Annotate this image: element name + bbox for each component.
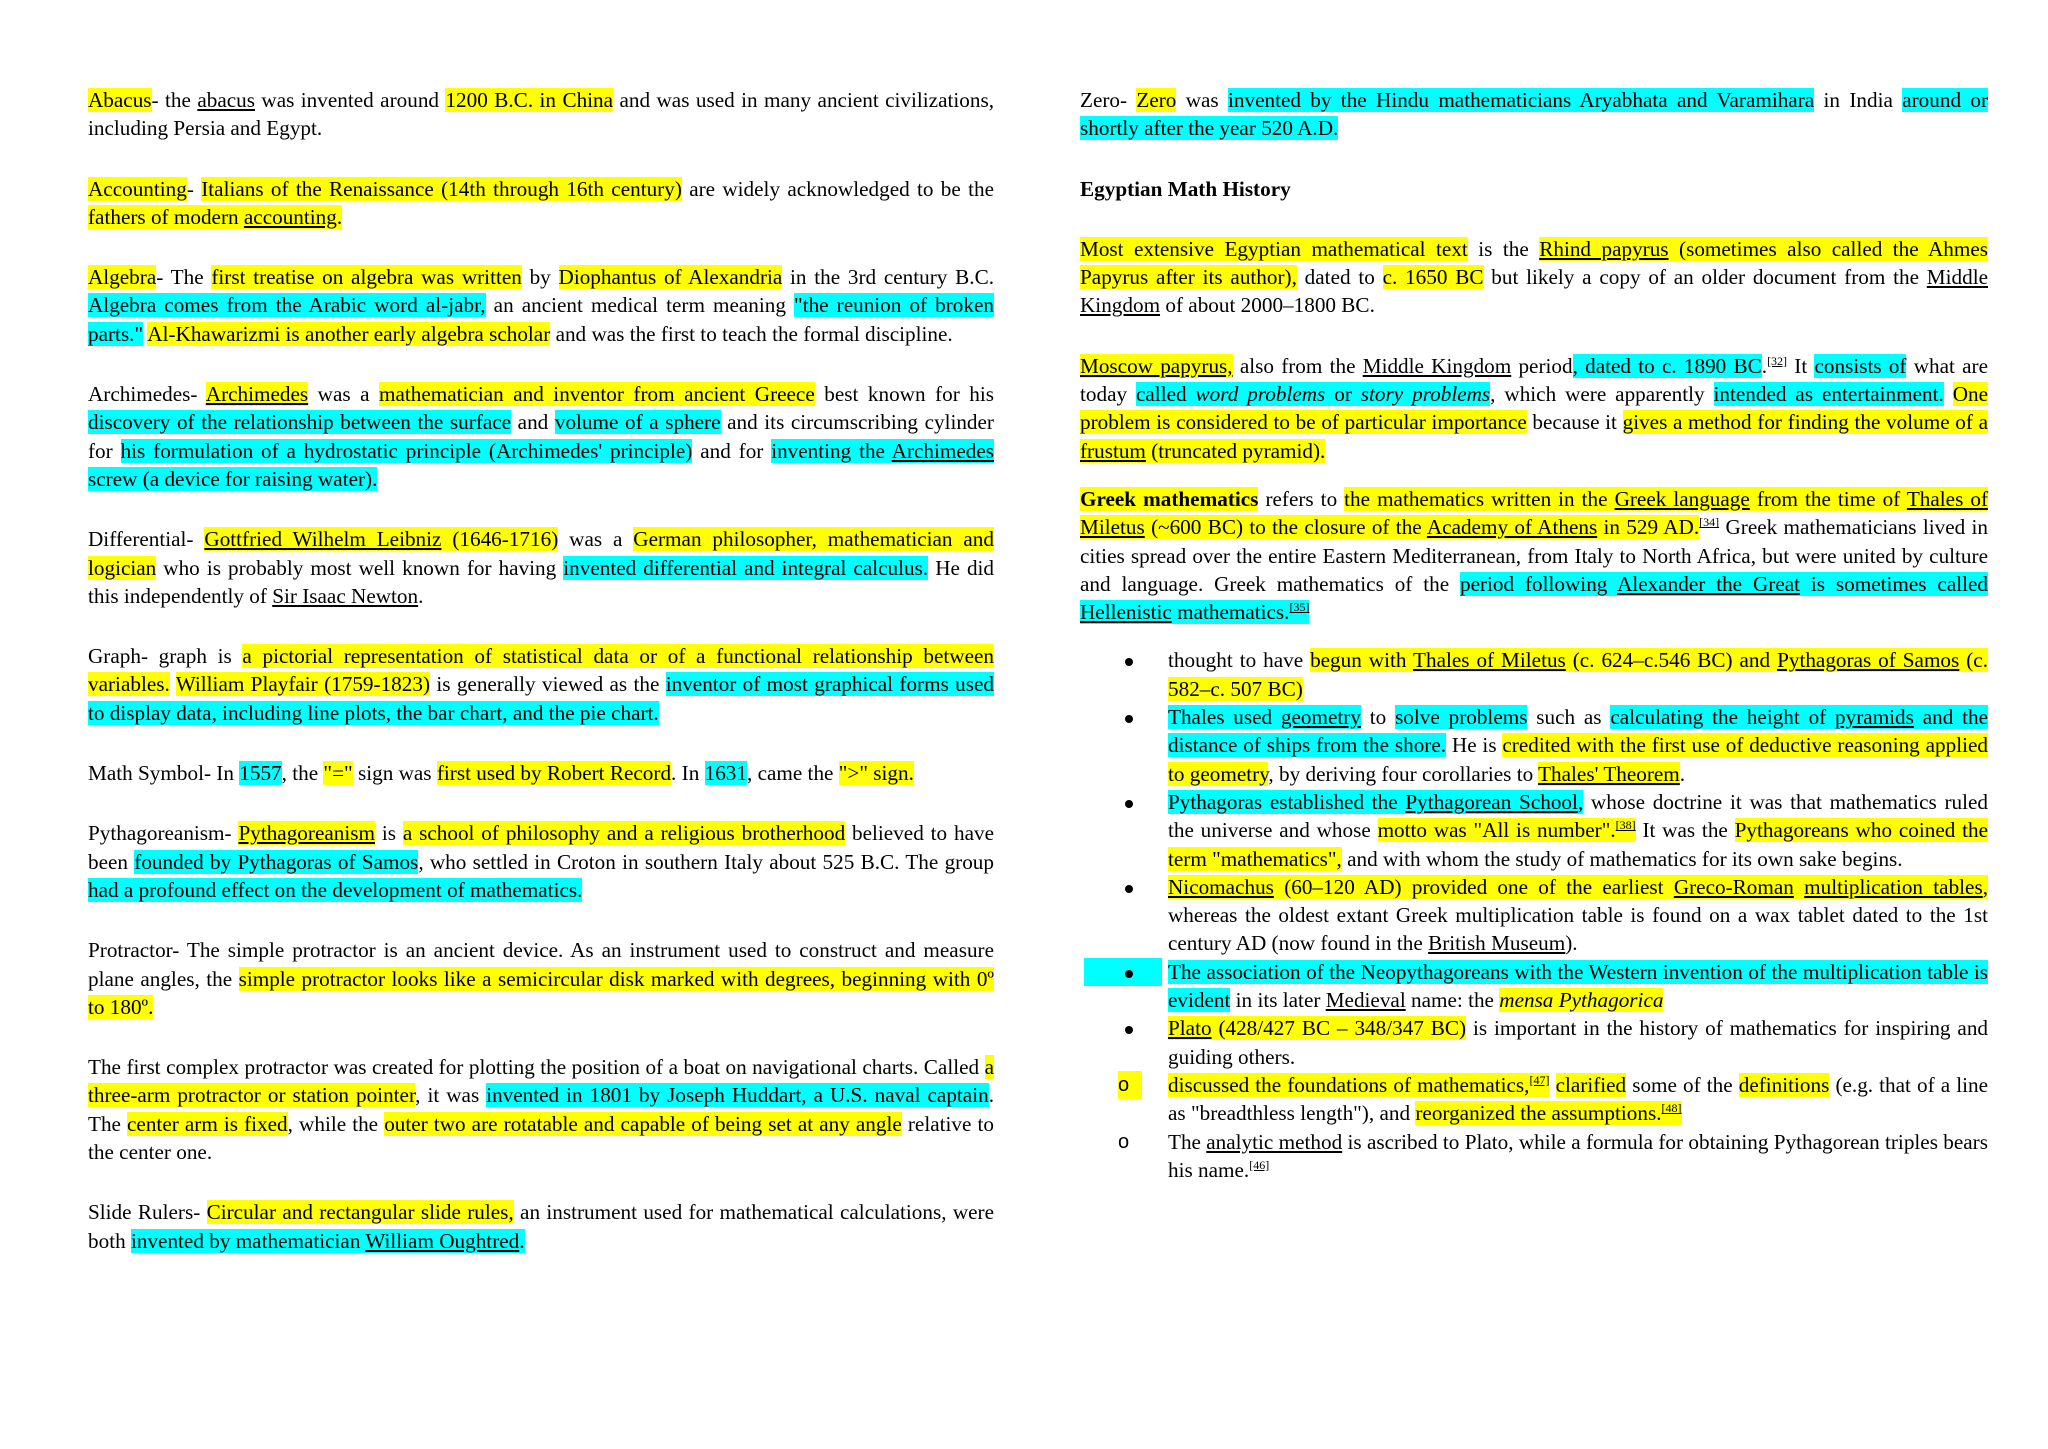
text: was a (558, 527, 634, 552)
highlight: consists of (1814, 353, 1907, 378)
text: period following (1459, 571, 1618, 596)
text: is the (1467, 236, 1540, 261)
term-graph: Graph- graph is (88, 644, 243, 669)
highlight: simple protractor looks like a semicircular disk marked with degrees, beginning with 0º to 180º. (88, 966, 994, 1019)
text: whereas the oldest extant Greek multiplication table is found on a wax tablet dated to the 1st century AD (now found in the (1168, 903, 1988, 956)
text: - the (151, 88, 198, 112)
highlight: Pythagoreans who coined the term "mathematics", (1168, 818, 1988, 871)
link-thales-theorem[interactable]: Thales' Theorem (1538, 761, 1680, 786)
text: , who settled in Croton in southern Italy about 525 B.C. The group (418, 849, 994, 874)
bullet-marker (1084, 873, 1162, 901)
paragraph-accounting (88, 175, 994, 232)
highlight: invented by the Hindu mathematicians Aryabhata and Varamihara (1228, 88, 1815, 112)
highlight (1378, 818, 1636, 842)
highlight: invented in 1801 by Joseph Huddart, a U.S. naval captain (486, 1083, 989, 1108)
text: Protractor- The simple protractor is an ancient device. As an instrument used to construct and measure plane angles, the (88, 938, 994, 991)
text: Greek mathematicians lived in cities spread over the entire Eastern Mediterranean, from Italy to North Africa, but were united by culture and language. Greek mathematics of the (1080, 515, 1988, 596)
highlight: Italians of the Renaissance (14th through 16th century) (201, 176, 682, 201)
text: and for (692, 438, 772, 463)
text (170, 672, 176, 696)
paragraph-slide-rulers (88, 1198, 994, 1255)
citation-link[interactable]: [47] (1529, 1072, 1550, 1087)
highlight: discovery of the relationship between the surface (88, 410, 512, 435)
link-greco-roman[interactable]: Greco-Roman (1673, 874, 1794, 899)
highlight: Al-Khawarizmi is another early algebra scholar (147, 321, 551, 346)
text: in the 3rd century B.C. (782, 265, 994, 290)
link-hellenistic[interactable]: Hellenistic (1080, 600, 1172, 625)
highlight: first treatise on algebra was written (211, 265, 522, 290)
text: (e.g. that of a line as "breadthless length"), and (1168, 1072, 1988, 1126)
citation-link[interactable]: [32] (1767, 353, 1788, 368)
text: (c. 582–c. 507 BC) (1168, 648, 1988, 701)
text: , (1982, 874, 1988, 899)
list-item (1080, 958, 1988, 1015)
text: of about 2000–1800 BC. (1160, 293, 1375, 318)
paragraph-graph (88, 642, 994, 727)
text: (428/427 BC – 348/347 BC) (1211, 1016, 1467, 1041)
link-archimedes[interactable]: Archimedes (205, 382, 309, 407)
highlight: "=" (323, 761, 353, 786)
bullet-list (1080, 646, 1988, 1184)
text: is ascribed to Plato, while a formula for obtaining Pythagorean triples bears his name. (1168, 1129, 1988, 1182)
highlight: William Playfair (1759-1823) (175, 672, 430, 697)
text: believed to have been (88, 821, 995, 874)
text: and was used in many ancient civilizations, including Persia and Egypt. (88, 88, 994, 141)
sub-list (1080, 1071, 1988, 1184)
text: also from the (1232, 353, 1363, 378)
highlight: inventor of most graphical forms used to display data, including line plots, the bar chart, and the pie chart. (88, 672, 994, 725)
text: and was the first to teach the formal discipline. (550, 321, 953, 346)
highlight: founded by Pythagoras of Samos (134, 849, 419, 874)
link-geometry[interactable]: geometry (1280, 705, 1361, 730)
text: inventing the (771, 438, 892, 463)
paragraph-zero (1080, 86, 1988, 143)
term-math-symbol: Math Symbol- In (88, 761, 240, 786)
highlight (88, 205, 342, 229)
text: calculating the height of (1610, 705, 1836, 730)
text: (1646-1716) (441, 527, 559, 552)
highlight: a school of philosophy and a religious brotherhood (402, 821, 846, 846)
link-thales[interactable]: Thales of Miletus (1413, 648, 1566, 673)
text: , the (281, 761, 324, 786)
text: , it was (415, 1083, 487, 1108)
highlight: "the reunion of broken parts." (88, 293, 994, 346)
highlight: Zero (1136, 88, 1177, 112)
text: invented by mathematician (130, 1228, 366, 1253)
text: was (1176, 88, 1228, 112)
text: is (374, 821, 403, 846)
text: called (1136, 382, 1196, 407)
bullet-dot-icon (1125, 715, 1133, 723)
link-middle-kingdom[interactable]: Middle Kingdom (1362, 353, 1512, 378)
text: such as (1527, 705, 1611, 730)
term-slide-rulers: Slide Rulers- (88, 1200, 207, 1225)
highlight: Algebra comes from the Arabic word al-jabr, (88, 293, 486, 318)
text: in its later (1230, 988, 1326, 1013)
link-british-museum[interactable]: British Museum (1428, 931, 1566, 956)
text: , which were apparently (1490, 382, 1714, 407)
text: He did this independently of (88, 555, 995, 608)
text: . (418, 583, 424, 608)
text: relative to the center one. (88, 1111, 994, 1165)
text: . (1761, 353, 1768, 378)
text: Pythagoras established the (1168, 789, 1406, 814)
paragraph-greek (1080, 485, 1988, 626)
list-item (1080, 646, 1988, 703)
link-accounting[interactable]: accounting (243, 204, 337, 229)
text: and with whom the study of mathematics for its own sake begins. (1341, 846, 1903, 871)
bullet-marker (1084, 703, 1162, 731)
text: - The (156, 265, 212, 290)
text (1944, 382, 1953, 406)
text: dated to (1296, 265, 1383, 290)
term-greek-mathematics (1080, 487, 1258, 511)
text: from the time of (1749, 486, 1907, 511)
text: was a (308, 382, 379, 407)
text: are widely acknowledged to be the (681, 176, 994, 201)
link-pythagoreanism[interactable]: Pythagoreanism (238, 821, 375, 846)
highlight: credited with the first use of deductive reasoning applied to geometry (1168, 733, 1988, 786)
link-pythagorean-school[interactable]: Pythagorean School (1405, 789, 1578, 814)
highlight: had a profound effect on the development of mathematics. (88, 877, 583, 902)
left-column (88, 86, 994, 1287)
highlight (131, 1229, 525, 1253)
text: in 529 AD. (1597, 515, 1700, 540)
text: the mathematics written in the (1344, 486, 1615, 511)
paragraph-rhind (1080, 235, 1988, 320)
text: thought to have (1168, 648, 1311, 673)
highlight (1168, 1016, 1466, 1040)
highlight: mathematician and inventor from ancient Greece (379, 382, 815, 407)
link-multiplication-tables[interactable]: multiplication tables (1804, 874, 1983, 899)
bullet-dot-icon (1125, 800, 1133, 808)
text: Greek mathematics (1080, 486, 1259, 511)
text: , came the (746, 761, 839, 786)
citation-link[interactable]: [46] (1249, 1157, 1270, 1172)
paragraph-math-symbol (88, 759, 994, 787)
highlight: outer two are rotatable and capable of being set at any angle (384, 1111, 902, 1136)
text: (~600 BC) to the closure of the (1144, 515, 1427, 540)
text: (sometimes also called the Ahmes Papyrus after its author), (1080, 236, 1988, 290)
highlight: volume of a sphere (554, 410, 721, 435)
highlight: first used by Robert Record (436, 761, 672, 786)
text: or (1325, 382, 1361, 407)
link-abacus[interactable]: abacus (197, 88, 255, 112)
text: to (1360, 705, 1396, 730)
link-pythagoras[interactable]: Pythagoras of Samos (1777, 648, 1960, 673)
text: who is probably most well known for having (156, 555, 564, 580)
section-heading: Egyptian Math History (1080, 176, 1291, 201)
citation-link[interactable]: [35] (1289, 600, 1310, 615)
highlight: Circular and rectangular slide rules, (206, 1200, 514, 1225)
highlight (1136, 382, 1490, 406)
bullet-marker (1084, 646, 1162, 674)
text: It (1787, 353, 1815, 378)
circle-bullet-icon: o (1118, 1071, 1142, 1099)
text: The first complex protractor was created for plotting the position of a boat on navigational charts. Called (88, 1055, 985, 1080)
term-algebra: Algebra (88, 265, 157, 290)
list-item (1080, 703, 1988, 788)
text: period (1511, 353, 1573, 378)
highlight: Diophantus of Alexandria (558, 265, 783, 290)
text: best known for his (814, 382, 994, 407)
text: begun with (1310, 648, 1414, 673)
text: (truncated pyramid). (1145, 438, 1326, 463)
text: , while the (287, 1111, 385, 1136)
text: is generally viewed as the (430, 672, 666, 697)
link-plato[interactable]: Plato (1168, 1016, 1212, 1041)
highlight: mensa Pythagorica (1499, 988, 1664, 1013)
bullet-dot-icon (1125, 970, 1133, 978)
highlight: , dated to c. 1890 BC (1572, 353, 1762, 378)
citation-link[interactable]: [38] (1615, 818, 1636, 833)
text: fathers of modern (88, 204, 244, 229)
paragraph-moscow (1080, 352, 1988, 465)
text: name: the (1405, 988, 1500, 1013)
highlight: 1557 (239, 761, 282, 786)
text: refers to (1258, 486, 1345, 511)
highlight: ">" sign. (838, 761, 914, 786)
sub-list-item (1080, 1128, 1988, 1185)
link-medieval[interactable]: Medieval (1325, 988, 1406, 1013)
text: . (1679, 761, 1686, 786)
link-archimedes-screw[interactable]: Archimedes (891, 438, 995, 463)
text: screw (a device for raising water). (88, 466, 378, 491)
text: It was the (1635, 818, 1735, 843)
citation-link[interactable]: [48] (1661, 1101, 1682, 1116)
text: is important in the history of mathematics for inspiring and guiding others. (1168, 1016, 1989, 1069)
right-column (1080, 86, 1988, 1184)
highlight: clarified (1555, 1072, 1627, 1097)
link-oughtred[interactable]: William Oughtred (365, 1228, 520, 1253)
highlight (1415, 1101, 1681, 1125)
paragraph-pythagoreanism (88, 819, 994, 904)
highlight (204, 527, 558, 551)
text: He is (1446, 733, 1503, 758)
text: in India (1814, 88, 1903, 112)
link-academy-of-athens[interactable]: Academy of Athens (1426, 515, 1598, 540)
circle-bullet-icon: o (1118, 1130, 1130, 1153)
list-item (1080, 788, 1988, 873)
highlight: 1631 (704, 761, 747, 786)
text: and the distance of ships from the shore. (1168, 705, 1988, 758)
text: gives a method for finding the volume of a (1622, 410, 1988, 435)
term-zero: Zero- (1080, 88, 1137, 112)
list-item (1080, 873, 1988, 958)
text: . (519, 1228, 525, 1253)
text: sign was (352, 761, 437, 786)
text: but likely a copy of an older document from the (1483, 265, 1927, 290)
text: reorganized the assumptions. (1415, 1101, 1662, 1126)
paragraph-archimedes (88, 380, 994, 493)
highlight: around or shortly after the year 520 A.D. (1080, 88, 1989, 141)
text: and its circumscribing cylinder for (88, 410, 994, 463)
text (1549, 1073, 1555, 1097)
text: The (1168, 1129, 1207, 1154)
highlight (1168, 875, 1988, 899)
link-pyramids[interactable]: pyramids (1835, 705, 1914, 730)
text: discussed the foundations of mathematics, (1168, 1072, 1530, 1097)
text: , by deriving four corollaries to (1268, 761, 1539, 786)
bullet-marker (1084, 788, 1162, 816)
text: mathematics. (1171, 600, 1290, 625)
text: was invented around (255, 88, 446, 112)
text: provided one of the earliest (1411, 874, 1674, 899)
term-abacus: Abacus (88, 88, 152, 112)
bullet-marker (1084, 958, 1162, 986)
text: story problems (1360, 382, 1491, 407)
bullet-marker (1084, 1014, 1162, 1042)
link-nicomachus[interactable]: Nicomachus (1168, 874, 1274, 899)
term-pythagoreanism: Pythagoreanism- (88, 821, 239, 846)
text: motto was "All is number". (1377, 818, 1616, 843)
term-differential: Differential- (88, 527, 205, 552)
highlight: his formulation of a hydrostatic principle (Archimedes' principle) (120, 438, 693, 463)
text: by (521, 265, 559, 290)
paragraph-protractor (88, 936, 994, 1021)
text: . (336, 204, 343, 229)
sub-list-item (1080, 1071, 1988, 1128)
text: The (1168, 959, 1207, 984)
paragraph-complex-protractor (88, 1053, 994, 1166)
text: (60–120 AD) (1273, 874, 1412, 899)
text: and (511, 410, 555, 435)
text: because it (1526, 410, 1623, 435)
text: an instrument used for mathematical calculations, were both (88, 1200, 994, 1253)
text: , (1577, 789, 1584, 814)
highlight: intended as entertainment. (1713, 382, 1944, 407)
link-alexander[interactable]: Alexander the Great (1617, 571, 1801, 596)
highlight: German philosopher, mathematician and logician (88, 527, 994, 580)
list-item (1080, 1014, 1988, 1184)
text: what are today (1080, 353, 1988, 407)
term-archimedes: Archimedes- (88, 382, 206, 407)
link-rhind-papyrus[interactable]: Rhind papyrus (1539, 236, 1669, 261)
link-middle-kingdom[interactable]: Middle Kingdom (1080, 265, 1988, 318)
bullet-dot-icon (1125, 1026, 1133, 1034)
highlight: invented differential and integral calculus. (563, 555, 929, 580)
highlight: a three-arm protractor or station pointer (88, 1055, 994, 1108)
text: word problems (1195, 382, 1326, 407)
text: an ancient medical term meaning (485, 293, 795, 318)
text: whose doctrine it was that mathematics ruled the universe and whose (1168, 789, 1988, 843)
highlight (1168, 1073, 1549, 1097)
link-moscow-papyrus[interactable]: Moscow papyrus, (1080, 353, 1233, 378)
bullet-dot-icon (1125, 885, 1133, 893)
highlight: Most extensive Egyptian mathematical text (1080, 236, 1468, 261)
highlight: center arm is fixed (127, 1111, 288, 1136)
term-accounting: Accounting (88, 176, 187, 201)
text (1794, 875, 1804, 899)
link-leibniz[interactable]: Gottfried Wilhelm Leibniz (204, 527, 442, 552)
highlight: One problem is considered to be of particular importance (1080, 382, 1988, 435)
highlight: c. 1650 BC (1382, 265, 1484, 290)
bullet-dot-icon (1125, 658, 1133, 666)
text: - (186, 176, 202, 201)
link-thales[interactable]: Thales of Miletus (1080, 486, 1988, 540)
highlight: 1200 B.C. in China (445, 88, 614, 112)
paragraph-abacus (88, 86, 994, 143)
text: some of the (1626, 1072, 1739, 1097)
highlight: solve problems (1395, 705, 1528, 730)
paragraph-algebra (88, 263, 994, 348)
highlight (1168, 790, 1583, 814)
text: . In (671, 761, 705, 786)
highlight: definitions (1738, 1072, 1830, 1097)
text: is sometimes called (1800, 571, 1988, 596)
text: ). (1565, 931, 1578, 956)
link-frustum[interactable]: frustum (1080, 438, 1146, 463)
text: association of the Neopythagoreans with the Western invention of the multiplication table is evident (1168, 959, 1988, 1013)
highlight: a pictorial representation of statistical data or of a functional relationship between variables. (88, 644, 994, 697)
link-newton[interactable]: Sir Isaac Newton (272, 583, 419, 608)
highlight: Thales used (1168, 705, 1281, 730)
text: . The (88, 1083, 994, 1136)
paragraph-differential (88, 525, 994, 610)
link-analytic-method[interactable]: analytic method (1206, 1129, 1343, 1154)
citation-link[interactable]: [34] (1699, 515, 1720, 530)
text: (c. 624–c.546 BC) and (1565, 648, 1778, 673)
link-greek-language[interactable]: Greek language (1614, 486, 1750, 511)
